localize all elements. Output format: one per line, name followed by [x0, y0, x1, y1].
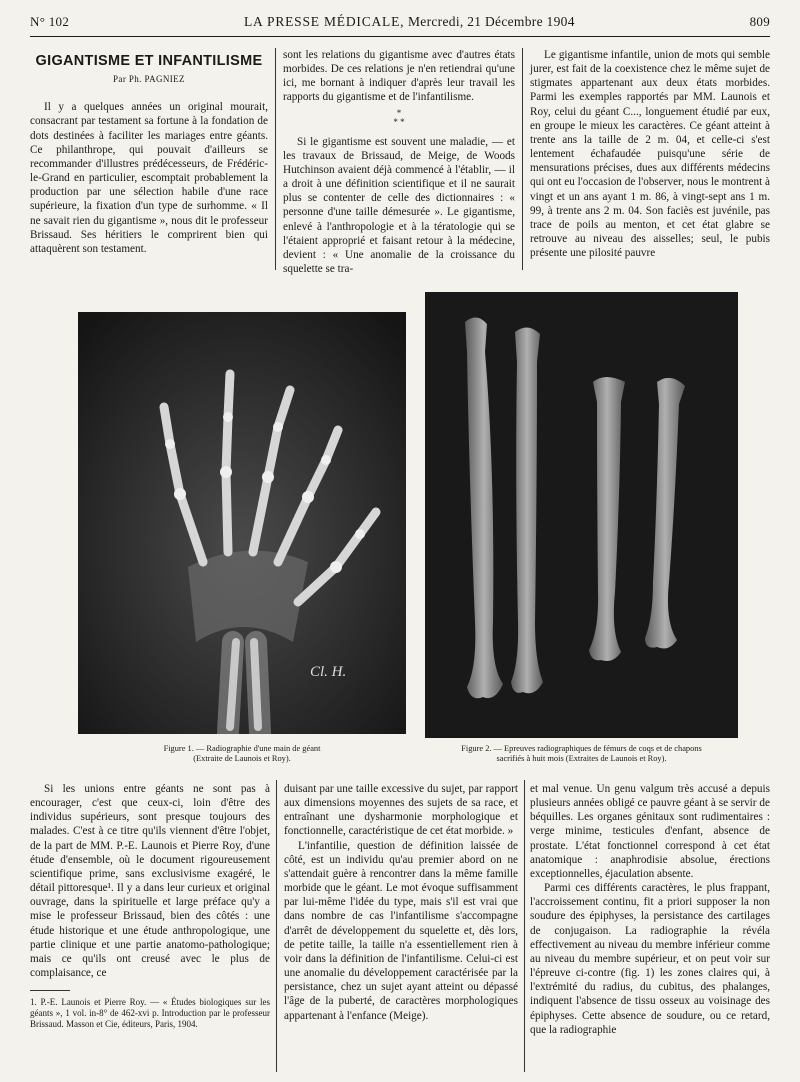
page-header: [30, 14, 770, 34]
paragraph: sont les relations du gigantisme avec d'autres états morbides. De ces relations je n'en retiendrai qu'une ici, me bornant à indiquer d'après leur travail les rapports du gigantisme et de l'infantilisme.: [283, 49, 515, 104]
figure-2-femurs-radiograph: [425, 292, 738, 738]
paragraph: duisant par une taille excessive du sujet, par rapport aux dimensions moyennes des sujets de sa race, et entraînant une dysharmonie morphologique et fonctionnelle, caractéristique de cet état morbide. »: [284, 783, 518, 838]
issue-number: N° 102: [30, 14, 70, 29]
footnote-rule: [30, 990, 70, 991]
paragraph: L'infantilie, question de définition laissée de côté, est un individu qu'au premier abord on ne s'attendait guère à rencontrer dans la même famille morbide que le géant. Le mot évoque suffisamment par lui-même l'idée du type, mais s'il est vrai que dans nombre de cas l'infantilisme s'accompagne d'arrêt de développement du squelette et, dès lors, de petite taille, la taille n'a essentiellement rien à voir dans la définition de l'infantilisme. Celui-ci est une anomalie du développement caractérisée par la persistance, chez un sujet ayant atteint ou dépassé l'âge de la puberté, de caractères morphologiques appartenant à l'enfance (Meige).: [284, 839, 518, 1022]
paragraph: Le gigantisme infantile, union de mots qui semble jurer, est fait de la coexistence chez le même sujet de stigmates appartenant aux deux états morbides. Parmi les exemples rapportés par MM. Launois et Roy, celui du géant C..., longuement étudié par eux, en groupe le mieux les caractères. Ce géant atteint à trente ans la taille de 2 m. 04, et celle-ci s'est lentement échafaudée puisqu'une série de mensurations précises, dues aux différents médecins qui ont eu l'occasion de l'observer, nous le montrent à vingt et un ans ayant 1 m. 86, à vingt-sept ans 1 m. 99, à trente ans 2 m. 04. Son faciès est juvénile, pas trace de poils au menton, et cet état glabre se retrouve au niveau des aisselles; seul, le pubis présente une pilosité pauvre: [530, 49, 770, 260]
page-folio: 809: [749, 14, 770, 29]
paragraph: Si les unions entre géants ne sont pas à encourager, c'est que ceux-ci, loin d'être des individus supérieurs, sont presque toujours des malades. C'est à ce titre qu'ils viennent d'être l'objet, de la part de MM. P.-E. Launois et Pierre Roy, d'une étude d'ensemble, où le document rigoureusement scientifique prime, sans exclusivisme exagéré, le détail pittoresque¹. Il y a dans leur curieux et original ouvrage, dans la spirituelle et large préface qu'y a mise le professeur Brissaud, bien des côtés : une étude historique et une étude anthropologique, une partie clinique et une partie anatomo-pathologique; mais ce qu'ils ont creusé avec le plus de complaisance, ce: [30, 783, 270, 980]
column-divider: [276, 780, 277, 1072]
paragraph: Parmi ces différents caractères, le plus frappant, l'accroissement continu, fit a priori supposer la non soudure des épiphyses, la persistance des cartilages de conjugaison. La radiographie la révéla effectivement au niveau du membre inférieur comme au niveau du membre supérieur, et on peut voir sur l'épreuve ci-contre (fig. 1) les zones claires qui, à l'extrémité du radius, du cubitus, des phalanges, indiquent l'absence de tissu osseux au voisinage des épiphyses. Cette absence de soudure, ou ce retard, que la radiographie: [530, 882, 770, 1036]
paragraph: et mal venue. Un genu valgum très accusé a depuis plusieurs années obligé ce pauvre géant à se servir de béquilles. Les organes génitaux sont rudimentaires : verge minime, testicules d'enfant, absence de prostate. L'état fonctionnel correspond à cet état anatomique : anaphrodisie absolue, érections exceptionnelles, éjaculation absente.: [530, 783, 770, 880]
header-rule: [30, 36, 770, 37]
article-title: GIGANTISME ET INFANTILISME: [35, 53, 263, 69]
article-byline: Par Ph. PAGNIEZ: [113, 74, 185, 85]
femurs-xray-image: [425, 292, 738, 738]
column-2-bottom: [284, 782, 518, 1023]
column-1-bottom: [30, 782, 270, 1030]
paragraph: Il y a quelques années un original mourait, consacrant par testament sa fortune à la fondation de dots destinées à faciliter les mariages entre géants. Ce philanthrope, qui pouvait d'ailleurs se recommander d'illustres prédécesseurs, de Frédéric-le-Grand en particulier, escomptait probablement la production par une sélection habile d'une race supérieure, la fixation d'un type de surhomme. « Il ne savait rien du gigantisme », nous dit le professeur Brissaud. Ses héritiers le comprirent bien qui attaquèrent son testament.: [30, 101, 268, 255]
section-stars: * * *: [393, 107, 405, 127]
footnotes: [30, 990, 270, 1030]
footnote-1: 1. P.-E. Launois et Pierre Roy. — « Études biologiques sur les géants », 1 vol. in-8° de 462-xvi p. Introduction par le professeur Brissaud. Masson et Cie, éditeurs, Paris, 1904.: [30, 997, 270, 1030]
column-divider: [524, 780, 525, 1072]
column-divider: [275, 48, 276, 270]
issue-date: Mercredi, 21 Décembre 1904: [404, 14, 575, 29]
figure-1-hand-radiograph: [78, 312, 406, 734]
radiograph-signature: Cl. H.: [310, 664, 347, 680]
column-2-top: [283, 48, 515, 276]
column-3-top: [530, 48, 770, 260]
journal-name: LA PRESSE MÉDICALE,: [243, 14, 405, 29]
paragraph: Si le gigantisme est souvent une maladie, — et les travaux de Brissaud, de Meige, de Woods Hutchinson avaient déjà commencé à l'établir, — il a droit à une définition scientifique et il ne saurait plus se contenter de celle des dictionnaires : « personne d'une taille démesurée ». Le gigantisme, enlevé à l'anthropologie et à la tératologie qui se l'étaient approprié et faisant retour à la médecine, devient : « Une anomalie de la croissance du squelette se tra-: [283, 135, 515, 276]
column-1-top: [30, 52, 268, 256]
figure-1-caption: Figure 1. — Radiographie d'une main de géant (Extraite de Launois et Roy).: [163, 744, 321, 763]
column-divider: [522, 48, 523, 270]
column-3-bottom: [530, 782, 770, 1037]
hand-xray-image: [78, 312, 406, 734]
figure-2-caption: Figure 2. — Epreuves radiographiques de fémurs de coqs et de chapons sacrifiés à huit mois (Extraites de Launois et Roy).: [461, 744, 702, 763]
